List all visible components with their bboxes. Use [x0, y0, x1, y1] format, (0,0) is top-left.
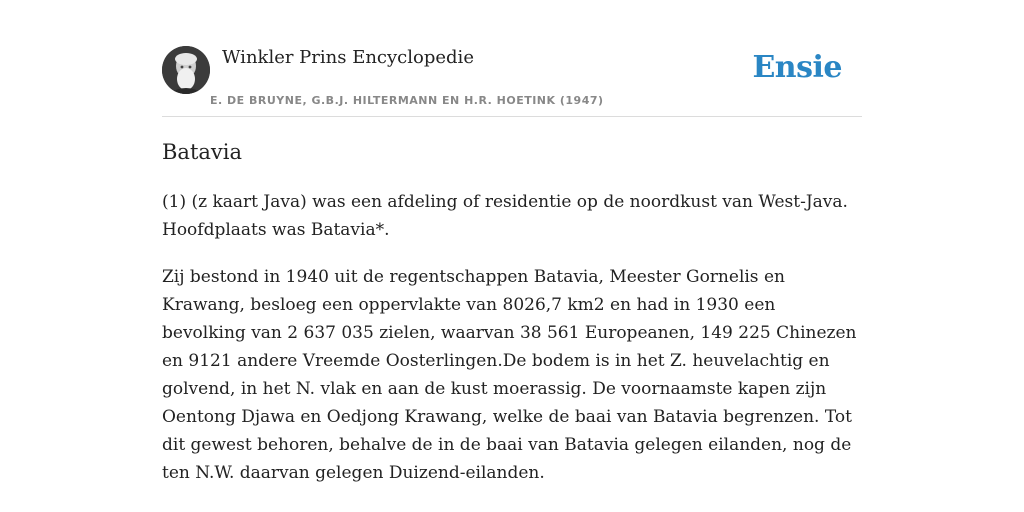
author-portrait-icon [162, 46, 210, 94]
publication-header [162, 46, 862, 117]
publication-title[interactable]: Winkler Prins Encyclopedie [222, 47, 474, 68]
article-paragraph: Zij bestond in 1940 uit de regentschappen Batavia, Meester Gornelis en Krawang, besloeg een oppervlakte van 8026,7 km2 en had in 1930 een bevolking van 2 637 035 zielen, waarvan 38 561 Europeanen, 149 225 Chinezen en 9121 andere Vreemde Oosterlingen.De bodem is in het Z. heuvelachtig en golvend, in het N. vlak en aan de kust moerassig. De voornaamste kapen zijn Oentong Djawa en Oedjong Krawang, welke de baai van Batavia begrenzen. Tot dit gewest behoren, behalve de in de baai van Batavia gelegen eilanden, nog de ten N.W. daarvan gelegen Duizend-eilanden. [162, 267, 857, 483]
article-paragraph: (1) (z kaart Java) was een afdeling of residentie op de noordkust van West-Java. Hoofdplaats was Batavia*. [162, 192, 848, 240]
publication-authors: E. DE BRUYNE, G.B.J. HILTERMANN EN H.R. HOETINK (1947) [210, 94, 604, 107]
article [162, 140, 862, 506]
article-title: Batavia [162, 140, 243, 164]
ensie-logo-link[interactable]: Ensie [752, 50, 842, 85]
